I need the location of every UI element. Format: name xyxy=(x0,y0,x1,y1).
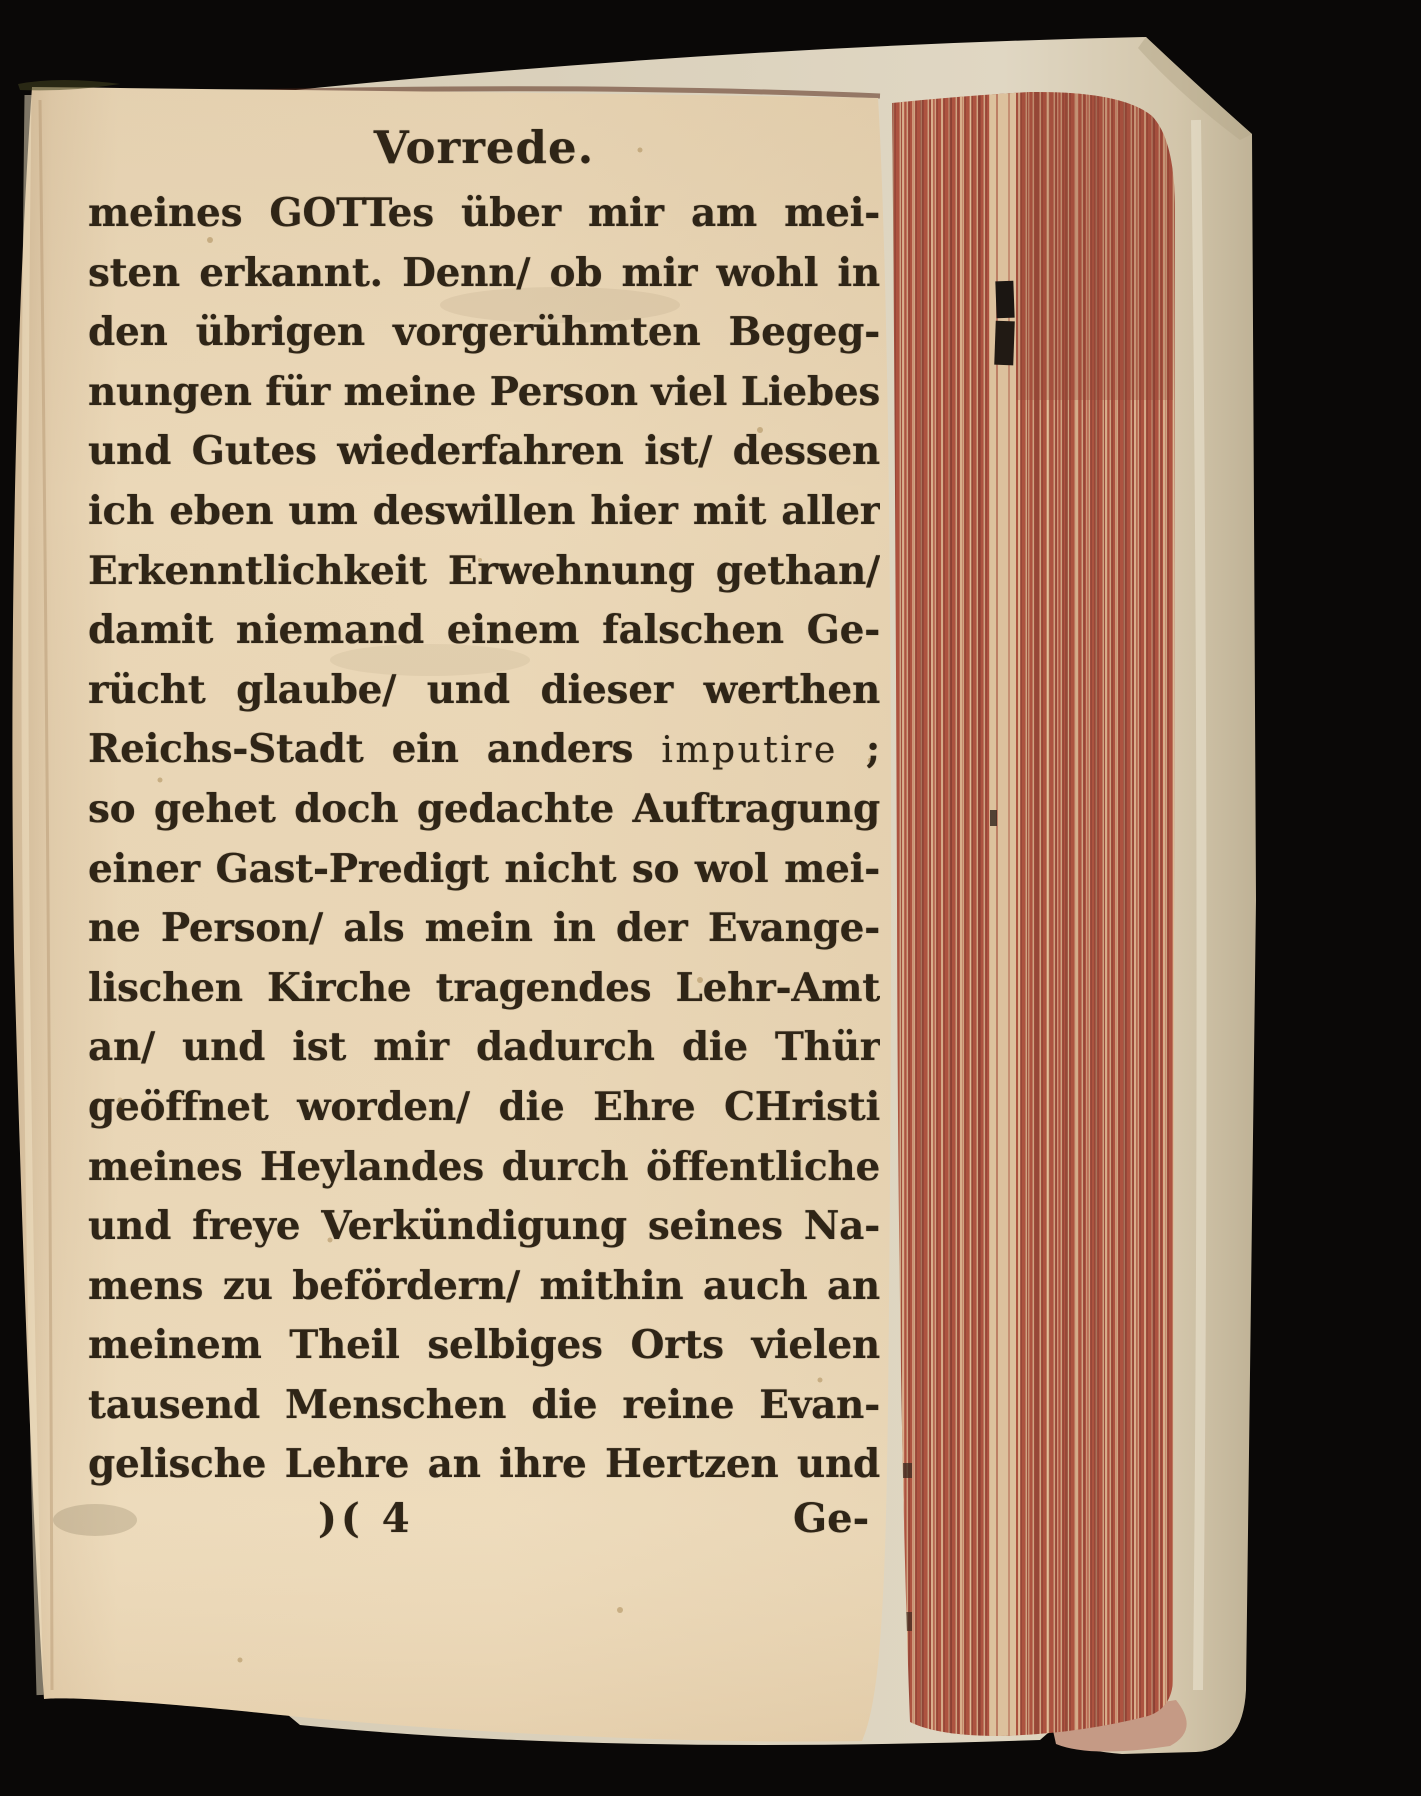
antiqua-word: imputire xyxy=(661,730,838,772)
text-line: und freye Verkündigung seines Na- xyxy=(88,1203,880,1250)
catchword: Ge- xyxy=(793,1495,870,1543)
text-line: rücht glaube/ und dieser werthen xyxy=(88,666,880,713)
ink-blot xyxy=(994,281,1015,366)
text-line: ich eben um deswillen hier mit aller xyxy=(88,487,880,534)
text-line: sten erkannt. Denn/ ob mir wohl in xyxy=(88,249,880,296)
text-line: so gehet doch gedachte Auftragung xyxy=(88,785,880,832)
text-line: lischen Kirche tragendes Lehr-Amt xyxy=(88,964,880,1011)
text-line: meines Heylandes durch öffentliche xyxy=(88,1143,880,1190)
cover-fold-highlight xyxy=(1196,120,1202,1690)
footer-row xyxy=(88,1495,880,1557)
text-line: meinem Theil selbiges Orts vielen xyxy=(88,1322,880,1369)
fore-edge xyxy=(880,80,1190,1760)
edge-speck xyxy=(903,1463,912,1478)
edge-speck xyxy=(990,810,997,826)
text-line: ne Person/ als mein in der Evange- xyxy=(88,905,880,952)
text-line: mens zu befördern/ mithin auch an xyxy=(88,1262,880,1309)
body-text xyxy=(88,184,880,1495)
text-line: Reichs-Stadt ein anders imputire ; xyxy=(88,726,880,773)
text-line: geöffnet worden/ die Ehre CHristi xyxy=(88,1083,880,1130)
text-line: tausend Menschen die reine Evan- xyxy=(88,1381,880,1428)
text-line: nungen für meine Person viel Liebes xyxy=(88,368,880,415)
text-line: und Gutes wiederfahren ist/ dessen xyxy=(88,428,880,475)
page-title: Vorrede. xyxy=(373,121,595,174)
printed-text-block xyxy=(88,118,880,1557)
text-line: an/ und ist mir dadurch die Thür xyxy=(88,1024,880,1071)
text-line: meines GOTTes über mir am mei- xyxy=(88,190,880,236)
text-line: einer Gast-Predigt nicht so wol mei- xyxy=(88,845,880,892)
signature-mark: )( 4 xyxy=(318,1495,414,1543)
text-line: den übrigen vorgerühmten Begeg- xyxy=(88,309,880,356)
text-line: gelische Lehre an ihre Hertzen und xyxy=(88,1441,880,1488)
text-line: damit niemand einem falschen Ge- xyxy=(88,607,880,654)
text-line: Erkenntlichkeit Erwehnung gethan/ xyxy=(88,547,880,594)
